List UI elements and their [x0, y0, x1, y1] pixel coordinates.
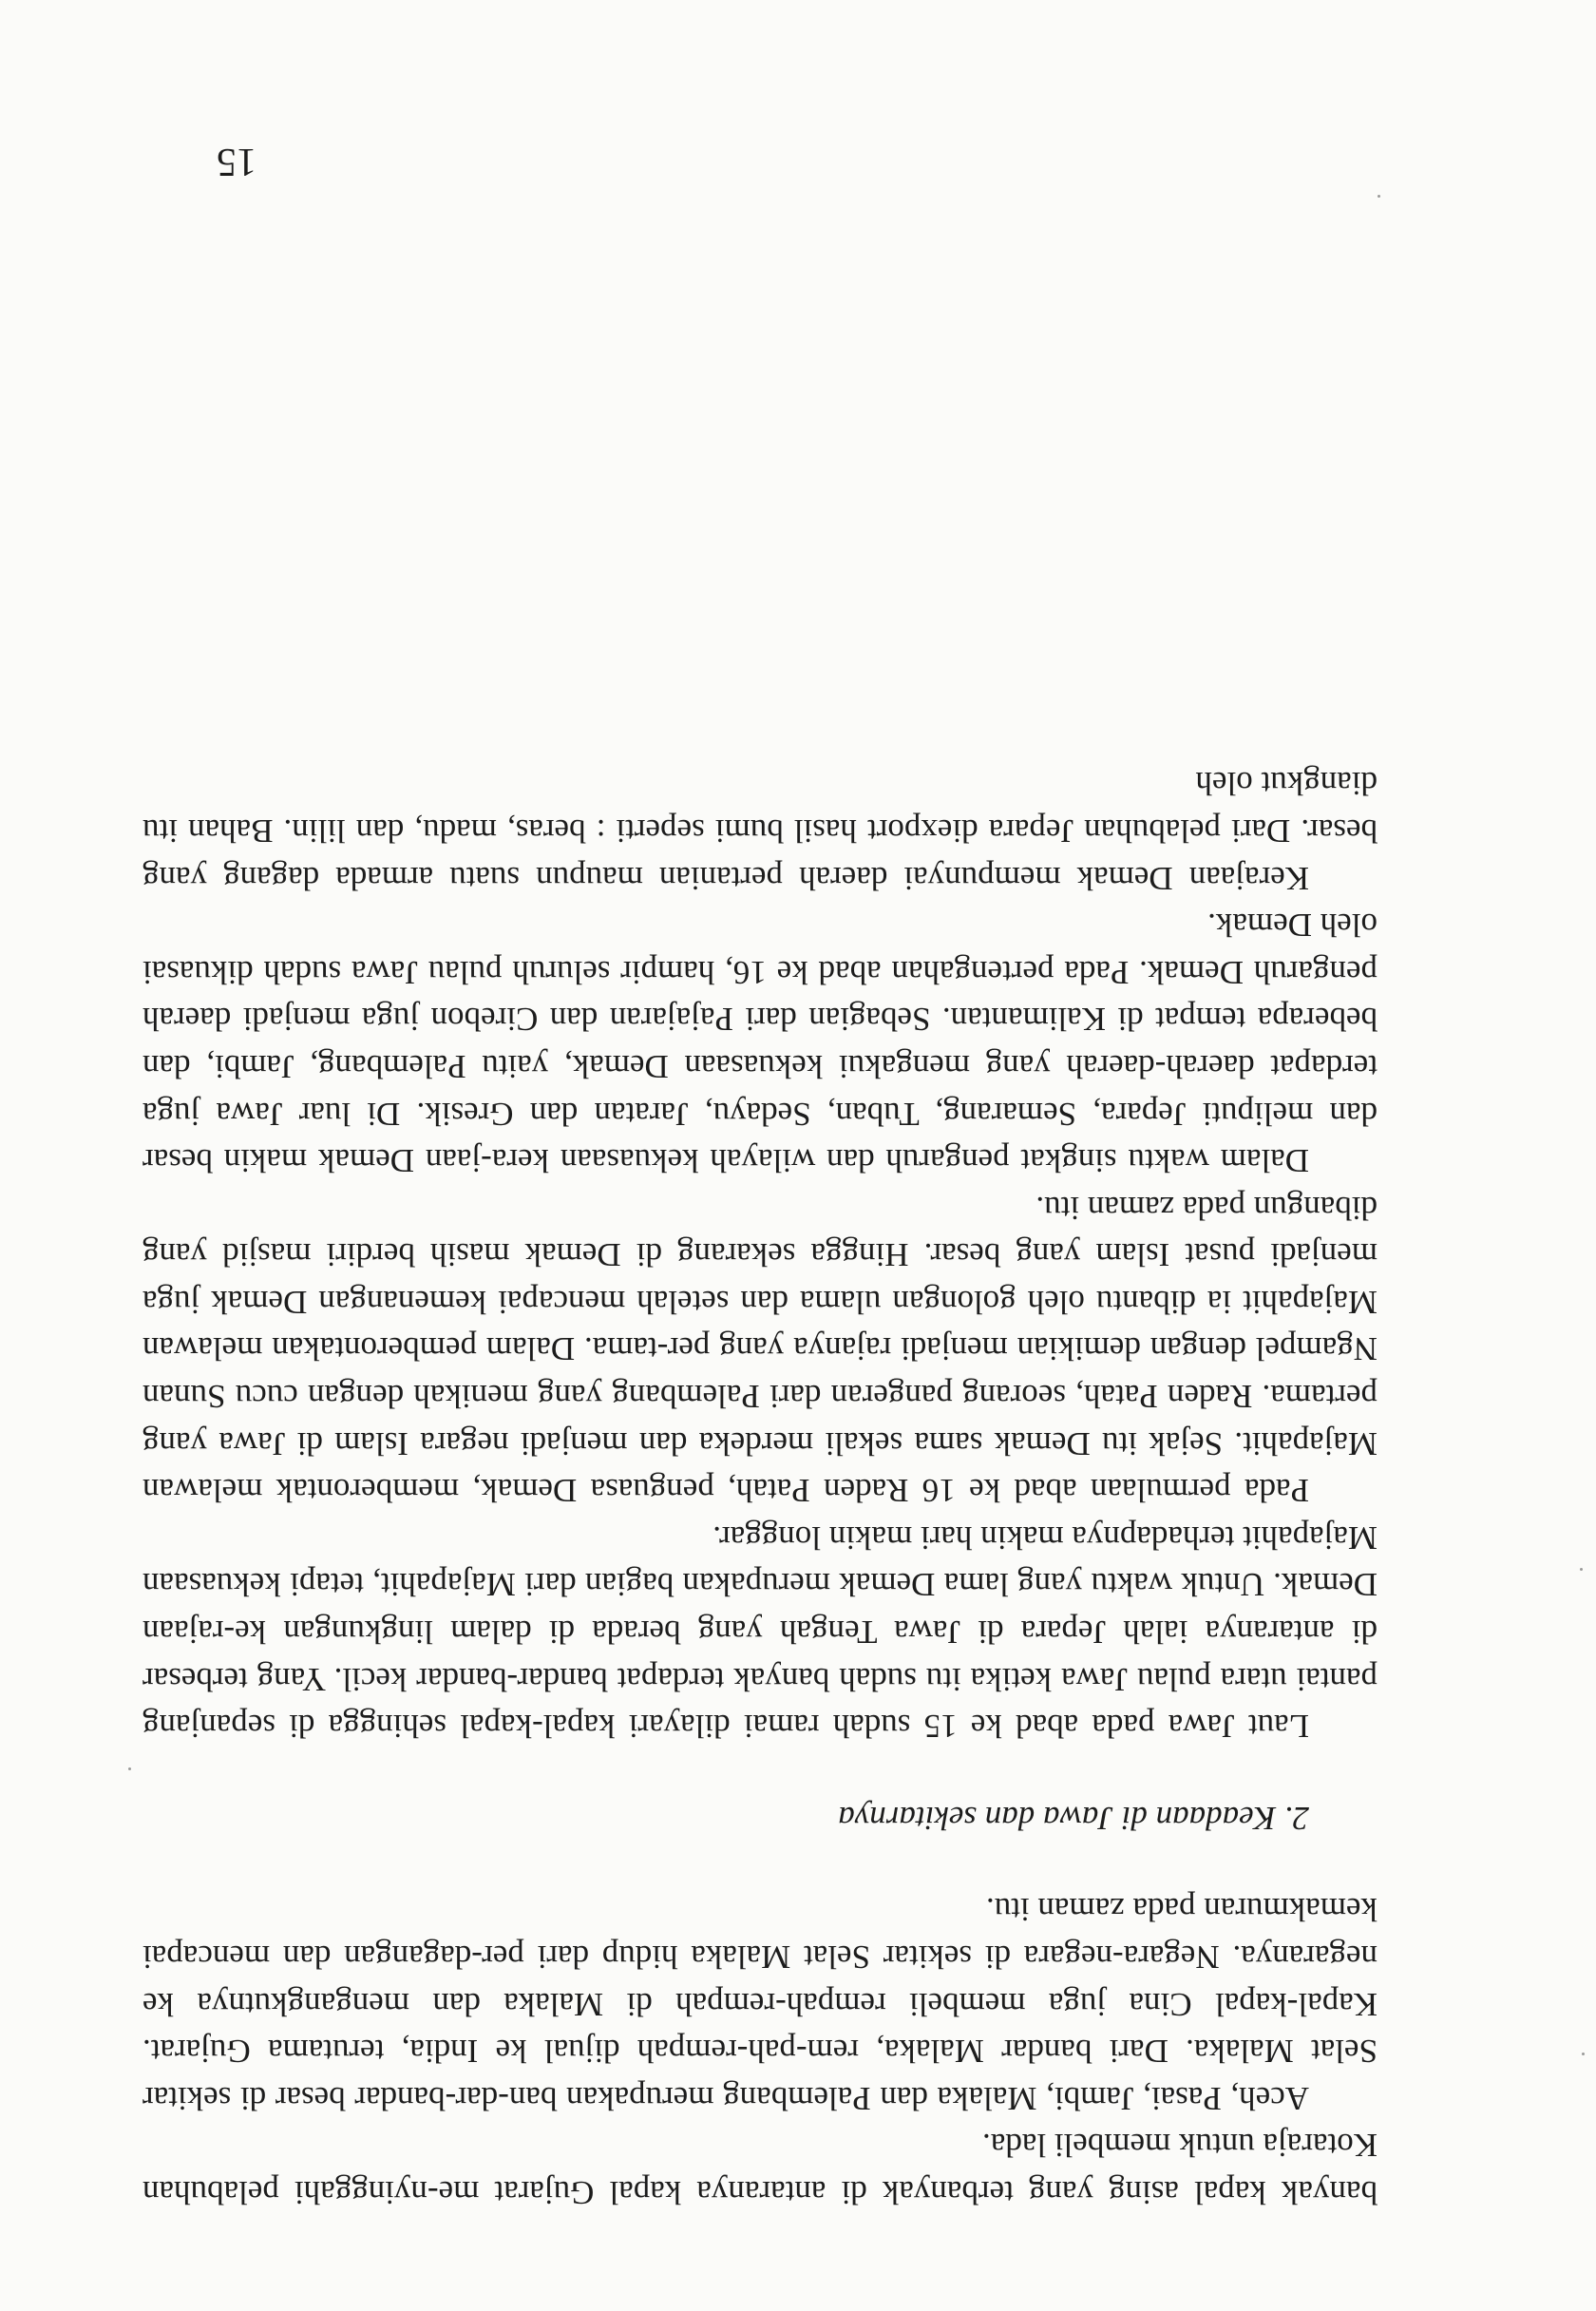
paragraph-wilayah-demak: Dalam waktu singkat pengaruh dan wilayah kekuasaan kera-jaan Demak makin besar dan meliputi Jepara, Semarang, Tuban, Sedayu, Jaratan dan Gresik. Di luar Jawa juga terdapat daerah-daerah yang mengakui kekuasaan Demak, yaitu Palembang, Jambi, dan beberapa tempat di Kalimantan. Sebagian dari Pajajaran dan Cirebon juga menjadi daerah pengaruh Demak. Pada pertengahan abad ke 16, hampir seluruh pulau Jawa sudah dikuasai oleh Demak. — [142, 907, 1378, 1180]
scan-speck — [1582, 2053, 1585, 2055]
paragraph-laut-jawa: Laut Jawa pada abad ke 15 sudah ramai dilayari kapal-kapal sehingga di sepanjang pantai utara pulau Jawa ketika itu sudah banyak terdapat bandar-bandar kecil. Yang terbesar di antaranya ialah Jepara di Jawa Tengah yang berada di dalam lingkungan ke-rajaan Demak. Untuk waktu yang lama Demak merupakan bagian dari Majapahit, tetapi kekuasaan Majapahit terhadapnya makin hari makin longgar. — [142, 1518, 1378, 1746]
page-number: 15 — [217, 140, 256, 183]
body-text — [142, 760, 1378, 2216]
paragraph-raden-patah: Pada permulaan abad ke 16 Raden Patah, penguasa Demak, memberontak melawan Majapahit. Sejak itu Demak sama sekali merdeka dan menjadi negara Islam di Jawa yang pertama. Raden Patah, seorang pangeran dari Palembang yang menikah dengan cucu Sunan Ngampel dengan demikian menjadi rajanya yang per-tama. Dalam pemberontakan melawan Majapahit ia dibantu oleh golongan ulama dan setelah mencapai kemenangan Demak juga menjadi pusat Islam yang besar. Hingga sekarang di Demak masih berdiri masjid yang dibangun pada zaman itu. — [142, 1189, 1378, 1510]
paragraph-kerajaan-demak: Kerajaan Demak mempunyai daerah pertanian maupun suatu armada dagang yang besar. Dari pelabuhan Jepara diexport hasil bumi seperti : beras, madu, dan lilin. Bahan itu diangkut oleh — [142, 765, 1378, 897]
scan-speck — [128, 1767, 131, 1770]
paragraph-selat-malaka: Aceh, Pasai, Jambi, Malaka dan Palembang merupakan ban-dar-bandar besar di sekitar Selat Malaka. Dari bandar Malaka, rem-pah-rempah dijual ke India, terutama Gujarat. Kapal-kapal Cina juga membeli rempah-rempah di Malaka dan mengangkutnya ke negaranya. Negara-negara di sekitar Selat Malaka hidup dari per-dagangan dan mencapai kemakmuran pada zaman itu. — [142, 1891, 1378, 2117]
scan-speck — [1580, 1568, 1583, 1571]
scan-speck — [1378, 195, 1380, 198]
section-heading: 2. Keadaan di Jawa dan sekitarnya — [838, 1799, 1309, 1837]
paragraph-kotaraja: banyak kapal asing yang terbanyak di antaranya kapal Gujarat me-nyinggahi pelabuhan Kotaraja untuk membeli lada. — [142, 2127, 1378, 2211]
